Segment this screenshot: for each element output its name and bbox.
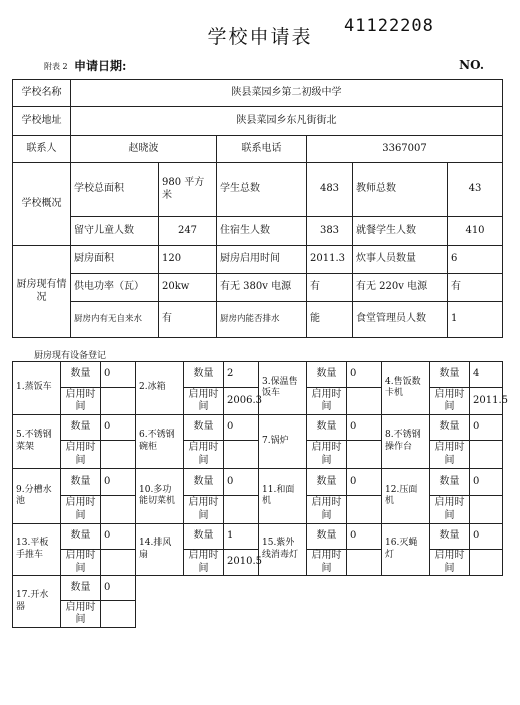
form-subheader bbox=[44, 57, 484, 75]
quantity-value: 0 bbox=[347, 415, 382, 441]
phone-value: 3367007 bbox=[307, 136, 503, 163]
start-time-value bbox=[470, 441, 503, 469]
canteen-managers-label: 食堂管理员人数 bbox=[353, 302, 448, 338]
quantity-value: 0 bbox=[347, 362, 382, 388]
v380-value: 有 bbox=[307, 274, 353, 302]
start-time-label: 启用时间 bbox=[184, 550, 224, 576]
total-teachers-value: 43 bbox=[448, 163, 503, 217]
tap-water-label: 厨房内有无自来水 bbox=[71, 302, 159, 338]
equipment-name: 17.开水器 bbox=[13, 576, 61, 628]
equipment-name: 16.灭蝇灯 bbox=[382, 524, 430, 576]
contact-label: 联系人 bbox=[13, 136, 71, 163]
quantity-value: 0 bbox=[224, 415, 259, 441]
kitchen-area-value: 120 bbox=[159, 246, 217, 274]
document-number: 41122208 bbox=[344, 16, 434, 36]
quantity-label: 数量 bbox=[184, 524, 224, 550]
quantity-value: 0 bbox=[101, 469, 136, 496]
phone-label: 联系电话 bbox=[217, 136, 307, 163]
equipment-name: 13.平板手推车 bbox=[13, 524, 61, 576]
kitchen-start-time-value: 2011.3 bbox=[307, 246, 353, 274]
total-area-value: 980 平方米 bbox=[159, 163, 217, 217]
total-students-label: 学生总数 bbox=[217, 163, 307, 217]
equipment-name: 10.多功能切菜机 bbox=[136, 469, 184, 524]
kitchen-area-label: 厨房面积 bbox=[71, 246, 159, 274]
start-time-label: 启用时间 bbox=[430, 441, 470, 469]
quantity-label: 数量 bbox=[61, 524, 101, 550]
quantity-value: 0 bbox=[470, 415, 503, 441]
v220-value: 有 bbox=[448, 274, 503, 302]
equipment-name: 1.蒸饭车 bbox=[13, 362, 61, 415]
equipment-name: 8.不锈钢操作台 bbox=[382, 415, 430, 469]
number-label: NO. bbox=[459, 58, 484, 72]
drainage-value: 能 bbox=[307, 302, 353, 338]
empty-cell bbox=[430, 576, 470, 628]
quantity-label: 数量 bbox=[61, 415, 101, 441]
quantity-label: 数量 bbox=[184, 415, 224, 441]
v380-label: 有无 380v 电源 bbox=[217, 274, 307, 302]
quantity-value: 0 bbox=[224, 469, 259, 496]
school-name-label: 学校名称 bbox=[13, 80, 71, 107]
quantity-label: 数量 bbox=[430, 524, 470, 550]
equipment-name: 2.冰箱 bbox=[136, 362, 184, 415]
canteen-managers-value: 1 bbox=[448, 302, 503, 338]
quantity-value: 0 bbox=[101, 524, 136, 550]
kitchen-start-time-label: 厨房启用时间 bbox=[217, 246, 307, 274]
start-time-value bbox=[224, 441, 259, 469]
kitchen-section-label: 厨房现有情况 bbox=[13, 246, 71, 338]
start-time-value bbox=[347, 550, 382, 576]
equipment-name: 5.不锈钢菜架 bbox=[13, 415, 61, 469]
start-time-value bbox=[470, 496, 503, 524]
empty-cell bbox=[307, 576, 347, 628]
start-time-value: 2006.3 bbox=[224, 388, 259, 415]
equipment-name: 15.紫外线消毒灯 bbox=[259, 524, 307, 576]
start-time-value bbox=[347, 441, 382, 469]
empty-cell bbox=[184, 576, 224, 628]
start-time-label: 启用时间 bbox=[307, 388, 347, 415]
equipment-name: 9.分槽水池 bbox=[13, 469, 61, 524]
quantity-value: 0 bbox=[101, 362, 136, 388]
quantity-label: 数量 bbox=[61, 576, 101, 601]
quantity-value: 4 bbox=[470, 362, 503, 388]
drainage-label: 厨房内能否排水 bbox=[217, 302, 307, 338]
total-teachers-label: 教师总数 bbox=[353, 163, 448, 217]
quantity-value: 2 bbox=[224, 362, 259, 388]
quantity-value: 0 bbox=[101, 415, 136, 441]
school-address-value: 陕县菜园乡东凡街街北 bbox=[71, 107, 503, 136]
equipment-name: 4.售饭数卡机 bbox=[382, 362, 430, 415]
school-name-value: 陕县菜园乡第二初级中学 bbox=[71, 80, 503, 107]
application-date-label: 申请日期: bbox=[74, 59, 127, 73]
quantity-label: 数量 bbox=[307, 415, 347, 441]
v220-label: 有无 220v 电源 bbox=[353, 274, 448, 302]
total-area-label: 学校总面积 bbox=[71, 163, 159, 217]
empty-cell bbox=[259, 576, 307, 628]
equipment-name: 7.锅炉 bbox=[259, 415, 307, 469]
form-title: 学校申请表 bbox=[207, 26, 313, 48]
cooks-count-value: 6 bbox=[448, 246, 503, 274]
start-time-label: 启用时间 bbox=[307, 496, 347, 524]
quantity-label: 数量 bbox=[430, 415, 470, 441]
power-label: 供电功率（瓦） bbox=[71, 274, 159, 302]
quantity-value: 0 bbox=[470, 469, 503, 496]
quantity-label: 数量 bbox=[184, 362, 224, 388]
school-info-table bbox=[12, 79, 503, 338]
equipment-name: 3.保温售饭车 bbox=[259, 362, 307, 415]
start-time-value bbox=[470, 550, 503, 576]
empty-cell bbox=[136, 576, 184, 628]
quantity-label: 数量 bbox=[430, 362, 470, 388]
start-time-label: 启用时间 bbox=[307, 550, 347, 576]
power-value: 20kw bbox=[159, 274, 217, 302]
left-behind-children-label: 留守儿童人数 bbox=[71, 217, 159, 246]
start-time-value bbox=[347, 388, 382, 415]
quantity-label: 数量 bbox=[61, 469, 101, 496]
total-students-value: 483 bbox=[307, 163, 353, 217]
equipment-name: 14.排风扇 bbox=[136, 524, 184, 576]
start-time-label: 启用时间 bbox=[430, 496, 470, 524]
dining-students-label: 就餐学生人数 bbox=[353, 217, 448, 246]
empty-cell bbox=[224, 576, 259, 628]
equipment-name: 6.不锈钢碗柜 bbox=[136, 415, 184, 469]
equipment-heading: 厨房现有设备登记 bbox=[34, 351, 107, 361]
start-time-label: 启用时间 bbox=[184, 388, 224, 415]
start-time-label: 启用时间 bbox=[307, 441, 347, 469]
quantity-label: 数量 bbox=[184, 469, 224, 496]
start-time-label: 启用时间 bbox=[61, 550, 101, 576]
start-time-value bbox=[101, 550, 136, 576]
start-time-value bbox=[224, 496, 259, 524]
empty-cell bbox=[382, 576, 430, 628]
start-time-value bbox=[347, 496, 382, 524]
cooks-count-label: 炊事人员数量 bbox=[353, 246, 448, 274]
quantity-label: 数量 bbox=[307, 524, 347, 550]
start-time-value bbox=[101, 496, 136, 524]
start-time-label: 启用时间 bbox=[61, 496, 101, 524]
school-address-label: 学校地址 bbox=[13, 107, 71, 136]
empty-cell bbox=[347, 576, 382, 628]
start-time-label: 启用时间 bbox=[184, 496, 224, 524]
contact-value: 赵晓波 bbox=[71, 136, 217, 163]
quantity-label: 数量 bbox=[307, 362, 347, 388]
quantity-label: 数量 bbox=[307, 469, 347, 496]
attachment-label: 附表 2 bbox=[44, 62, 68, 71]
start-time-value: 2010.5 bbox=[224, 550, 259, 576]
empty-cell bbox=[470, 576, 503, 628]
start-time-value bbox=[101, 601, 136, 628]
quantity-label: 数量 bbox=[61, 362, 101, 388]
start-time-label: 启用时间 bbox=[61, 388, 101, 415]
overview-section-label: 学校概况 bbox=[13, 163, 71, 246]
left-behind-children-value: 247 bbox=[159, 217, 217, 246]
quantity-label: 数量 bbox=[430, 469, 470, 496]
equipment-name: 12.压面机 bbox=[382, 469, 430, 524]
quantity-value: 0 bbox=[470, 524, 503, 550]
quantity-value: 0 bbox=[347, 524, 382, 550]
tap-water-value: 有 bbox=[159, 302, 217, 338]
start-time-label: 启用时间 bbox=[184, 441, 224, 469]
equipment-name: 11.和面机 bbox=[259, 469, 307, 524]
start-time-value bbox=[101, 441, 136, 469]
quantity-value: 0 bbox=[347, 469, 382, 496]
start-time-label: 启用时间 bbox=[430, 550, 470, 576]
start-time-label: 启用时间 bbox=[61, 601, 101, 628]
start-time-label: 启用时间 bbox=[430, 388, 470, 415]
dining-students-value: 410 bbox=[448, 217, 503, 246]
quantity-value: 0 bbox=[101, 576, 136, 601]
start-time-label: 启用时间 bbox=[61, 441, 101, 469]
boarding-students-label: 住宿生人数 bbox=[217, 217, 307, 246]
equipment-table bbox=[12, 361, 508, 628]
start-time-value bbox=[101, 388, 136, 415]
boarding-students-value: 383 bbox=[307, 217, 353, 246]
start-time-value: 2011.5 bbox=[470, 388, 503, 415]
quantity-value: 1 bbox=[224, 524, 259, 550]
